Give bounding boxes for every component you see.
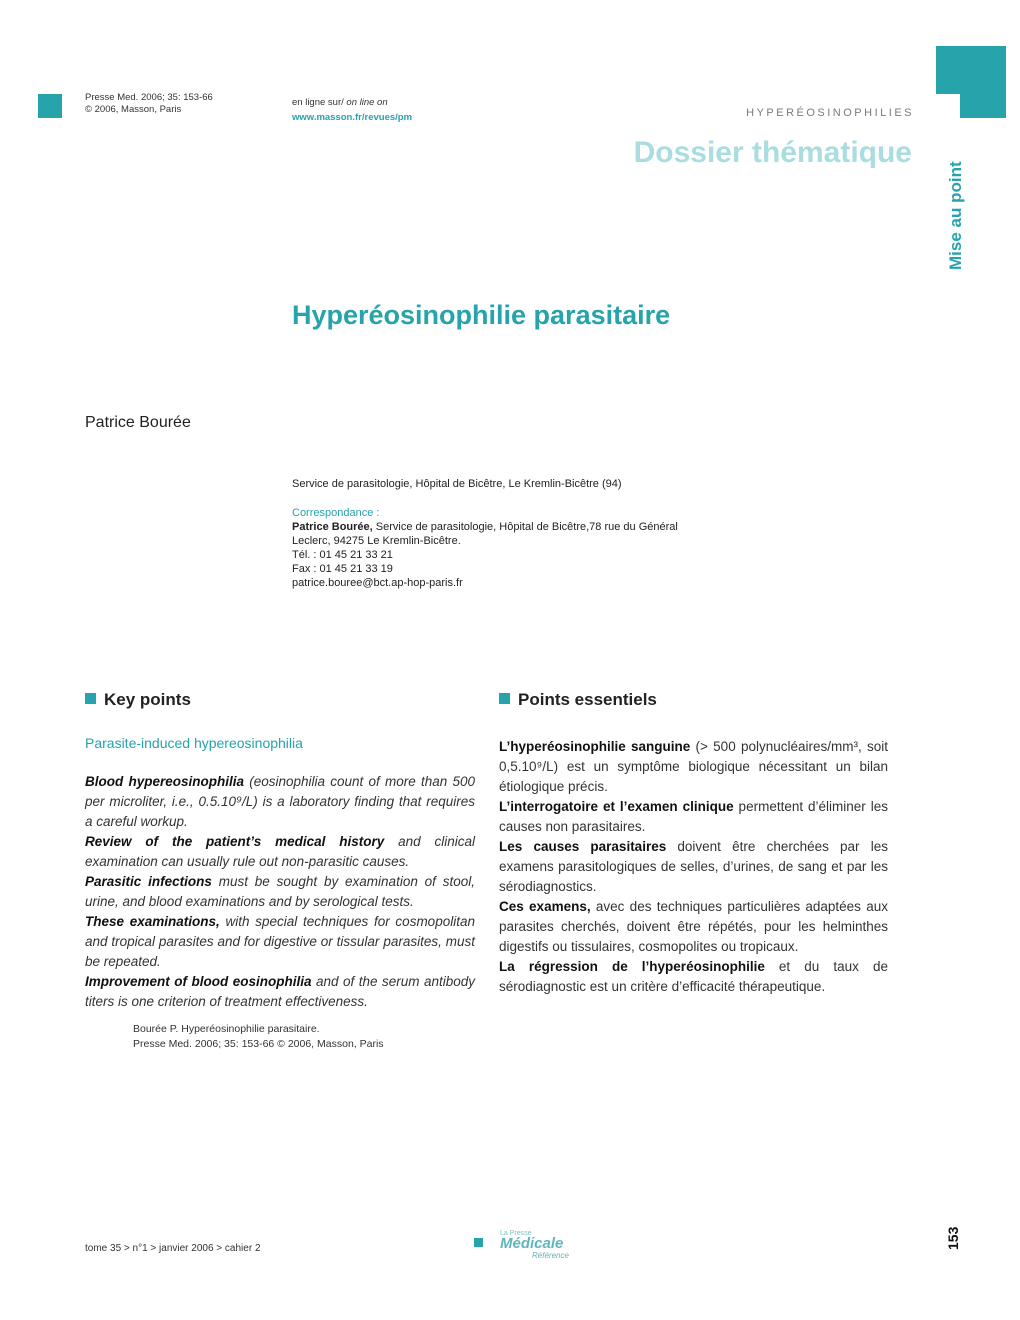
top-right-accent-notch [936, 94, 960, 118]
online-url-link[interactable]: www.masson.fr/revues/pm [292, 112, 413, 123]
essential-point-item [499, 957, 888, 997]
correspondence-fax: Fax : 01 45 21 33 19 [292, 563, 393, 575]
key-point-item [85, 972, 475, 1012]
key-points-heading-text: Key points [104, 690, 191, 709]
key-point-bold: Improvement of blood eosinophilia [85, 974, 312, 989]
correspondence-email-link[interactable]: patrice.bouree@bct.ap-hop-paris.fr [292, 577, 463, 589]
citation-line-2: Presse Med. 2006; 35: 153-66 © 2006, Masson, Paris [133, 1038, 384, 1050]
key-point-item [85, 772, 475, 832]
key-point-bold: These examinations, [85, 914, 220, 929]
correspondence-address-2: Leclerc, 94275 Le Kremlin-Bicêtre. [292, 535, 461, 547]
key-point-item [85, 872, 475, 912]
points-essentiels-heading [499, 690, 657, 710]
essential-point-bold: Les causes parasitaires [499, 839, 667, 854]
essential-point-text: doivent être cherchées par les examens parasitologiques de selles, d’urines, de sang et par les sérodiagnostics. [499, 839, 888, 894]
essential-point-text: permettent d’éliminer les causes non parasitaires. [499, 799, 888, 834]
key-point-text: and clinical examination can usually rule out non-parasitic causes. [85, 834, 475, 869]
logo-small-text: La Presse [500, 1230, 532, 1237]
key-points-body [85, 772, 475, 1012]
bullet-square-icon [85, 693, 96, 704]
key-points-heading [85, 690, 191, 710]
logo-reference-text: Référence [532, 1251, 569, 1260]
article-author: Patrice Bourée [85, 414, 191, 431]
essential-point-item [499, 737, 888, 797]
online-prefix: en ligne sur/ [292, 97, 344, 108]
correspondence-address-1: Service de parasitologie, Hôpital de Bicêtre,78 rue du Général [372, 521, 678, 533]
author-affiliation: Service de parasitologie, Hôpital de Bicêtre, Le Kremlin-Bicêtre (94) [292, 478, 622, 490]
article-title: Hyperéosinophilie parasitaire [292, 300, 671, 330]
essential-point-bold: L’hyperéosinophilie sanguine [499, 739, 691, 754]
essential-point-item [499, 897, 888, 957]
key-point-bold: Review of the patient’s medical history [85, 834, 385, 849]
correspondence-header: Correspondance : [292, 507, 380, 519]
online-prefix-en: on line on [346, 97, 388, 108]
essential-point-bold: Ces examens, [499, 899, 591, 914]
key-point-bold: Blood hypereosinophilia [85, 774, 244, 789]
essential-point-item [499, 797, 888, 837]
journal-citation-line: Presse Med. 2006; 35: 153-66 [85, 92, 213, 103]
essential-point-text: (> 500 polynucléaires/mm³, soit 0,5.10⁹/L) est un symptôme biologique nécessitant un bilan étiologique précis. [499, 739, 888, 794]
key-point-bold: Parasitic infections [85, 874, 212, 889]
key-point-item [85, 912, 475, 972]
essential-point-text: et du taux de sérodiagnostic est un critère d’efficacité thérapeutique. [499, 959, 888, 994]
presse-medicale-logo [474, 1232, 574, 1262]
essential-point-bold: L’interrogatoire et l’examen clinique [499, 799, 734, 814]
key-point-text: must be sought by examination of stool, urine, and blood examinations and by serological tests. [85, 874, 476, 909]
key-point-item [85, 832, 475, 872]
correspondence-tel: Tél. : 01 45 21 33 21 [292, 549, 393, 561]
footer-issue-info: tome 35 > n°1 > janvier 2006 > cahier 2 [85, 1243, 261, 1254]
logo-big-text: Médicale [500, 1235, 564, 1252]
key-point-text: and of the serum antibody titers is one criterion of treatment effectiveness. [85, 974, 475, 1009]
journal-info [85, 92, 213, 116]
essential-point-bold: La régression de l’hyperéosinophilie [499, 959, 765, 974]
corner-square [38, 94, 62, 118]
key-points-subtitle: Parasite-induced hypereosinophilia [85, 735, 303, 751]
key-point-text: with special techniques for cosmopolitan and tropical parasites and for digestive or tissular parasites, must be repeated. [85, 914, 475, 969]
essential-point-text: avec des techniques particulières adaptées aux parasites cherchés, doivent être répétés, pour les helminthes digestifs ou tissulaires, cosmopolites ou tropicaux. [499, 899, 888, 954]
correspondence-name: Patrice Bourée, [292, 521, 373, 533]
journal-copyright-line: © 2006, Masson, Paris [85, 104, 182, 115]
points-essentiels-body [499, 737, 888, 997]
vertical-rubric-label: Mise au point [946, 161, 965, 270]
essential-point-item [499, 837, 888, 897]
section-label: HYPERÉOSINOPHILIES [746, 107, 914, 119]
citation-block [133, 1022, 384, 1052]
online-info [292, 95, 412, 125]
key-point-text: (eosinophilia count of more than 500 per microliter, i.e., 0.5.10⁹/L) is a laboratory finding that requires a careful workup. [85, 774, 475, 829]
points-essentiels-heading-text: Points essentiels [518, 690, 657, 709]
logo-square-icon [474, 1238, 483, 1247]
dossier-label: Dossier thématique [633, 136, 912, 169]
citation-line-1: Bourée P. Hyperéosinophilie parasitaire. [133, 1023, 320, 1035]
page-number: 153 [945, 1226, 961, 1250]
bullet-square-icon [499, 693, 510, 704]
correspondence-block [292, 506, 692, 590]
